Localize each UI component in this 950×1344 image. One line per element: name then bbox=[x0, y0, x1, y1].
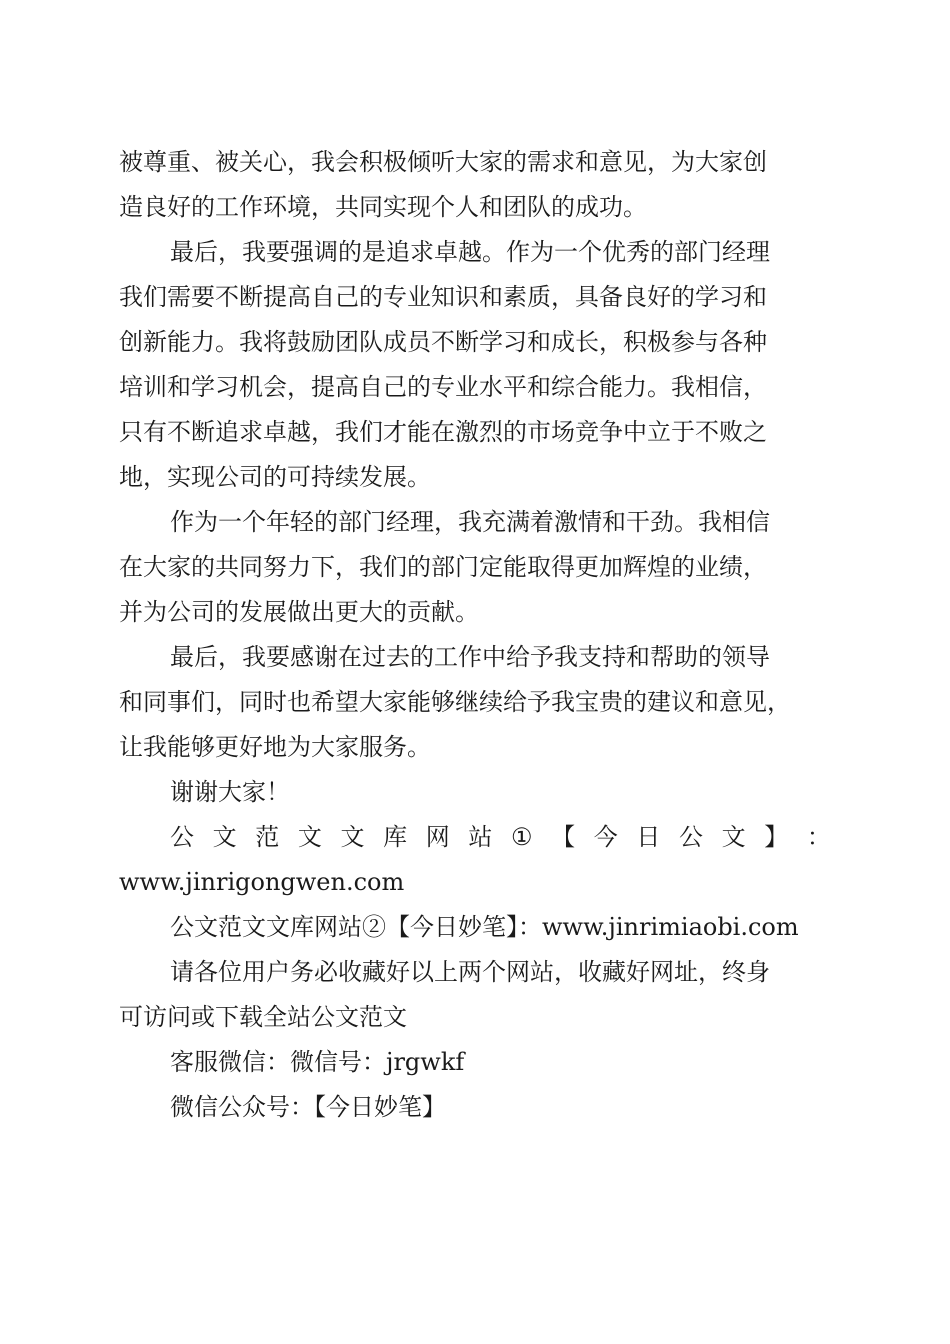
text-line: 可访问或下载全站公文范文 bbox=[119, 1003, 407, 1031]
wechat-official-account: 微信公众号：【今日妙笔】 bbox=[170, 1093, 446, 1121]
justified-char: 今 bbox=[593, 823, 618, 851]
customer-service-wechat: 客服微信：微信号：jrgwkf bbox=[170, 1048, 465, 1076]
text-line: 我们需要不断提高自己的专业知识和素质，具备良好的学习和 bbox=[119, 283, 767, 311]
text-line: 在大家的共同努力下，我们的部门定能取得更加辉煌的业绩， bbox=[119, 553, 767, 581]
justified-char: 】 bbox=[764, 823, 789, 851]
justified-char: 站 bbox=[468, 823, 493, 851]
justified-char: 公 bbox=[679, 823, 704, 851]
text-line: 并为公司的发展做出更大的贡献。 bbox=[119, 598, 479, 626]
justified-char: 库 bbox=[383, 823, 408, 851]
text-line: 造良好的工作环境，共同实现个人和团队的成功。 bbox=[119, 193, 647, 221]
text-line: 地，实现公司的可持续发展。 bbox=[119, 463, 431, 491]
website-2-line: 公文范文文库网站②【今日妙笔】：www.jinrimiaobi.com bbox=[170, 913, 799, 941]
justified-char: 范 bbox=[255, 823, 280, 851]
justified-char: 网 bbox=[425, 823, 450, 851]
text-line: 让我能够更好地为大家服务。 bbox=[119, 733, 431, 761]
justified-char: 文 bbox=[340, 823, 365, 851]
text-line: 被尊重、被关心，我会积极倾听大家的需求和意见，为大家创 bbox=[119, 148, 767, 176]
text-line: 只有不断追求卓越，我们才能在激烈的市场竞争中立于不败之 bbox=[119, 418, 767, 446]
justified-char: 文 bbox=[721, 823, 746, 851]
website-1-url: www.jinrigongwen.com bbox=[119, 868, 405, 896]
closing-thanks: 谢谢大家！ bbox=[170, 778, 290, 806]
justified-char: 公 bbox=[170, 823, 194, 851]
paragraph-first-line: 最后，我要感谢在过去的工作中给予我支持和帮助的领导 bbox=[170, 643, 770, 671]
justified-char: 文 bbox=[212, 823, 237, 851]
justified-char: 日 bbox=[636, 823, 661, 851]
paragraph-first-line: 最后，我要强调的是追求卓越。作为一个优秀的部门经理 bbox=[170, 238, 770, 266]
text-line: 和同事们，同时也希望大家能够继续给予我宝贵的建议和意见， bbox=[119, 688, 791, 716]
paragraph-first-line: 请各位用户务必收藏好以上两个网站，收藏好网址，终身 bbox=[170, 958, 770, 986]
text-line: 培训和学习机会，提高自己的专业水平和综合能力。我相信， bbox=[119, 373, 767, 401]
justified-char: 文 bbox=[297, 823, 322, 851]
justified-char: ： bbox=[806, 823, 831, 851]
justified-char: 【 bbox=[551, 823, 576, 851]
website-1-label bbox=[170, 817, 831, 857]
paragraph-first-line: 作为一个年轻的部门经理，我充满着激情和干劲。我相信 bbox=[170, 508, 770, 536]
text-line: 创新能力。我将鼓励团队成员不断学习和成长，积极参与各种 bbox=[119, 328, 767, 356]
justified-char: ① bbox=[511, 823, 533, 851]
